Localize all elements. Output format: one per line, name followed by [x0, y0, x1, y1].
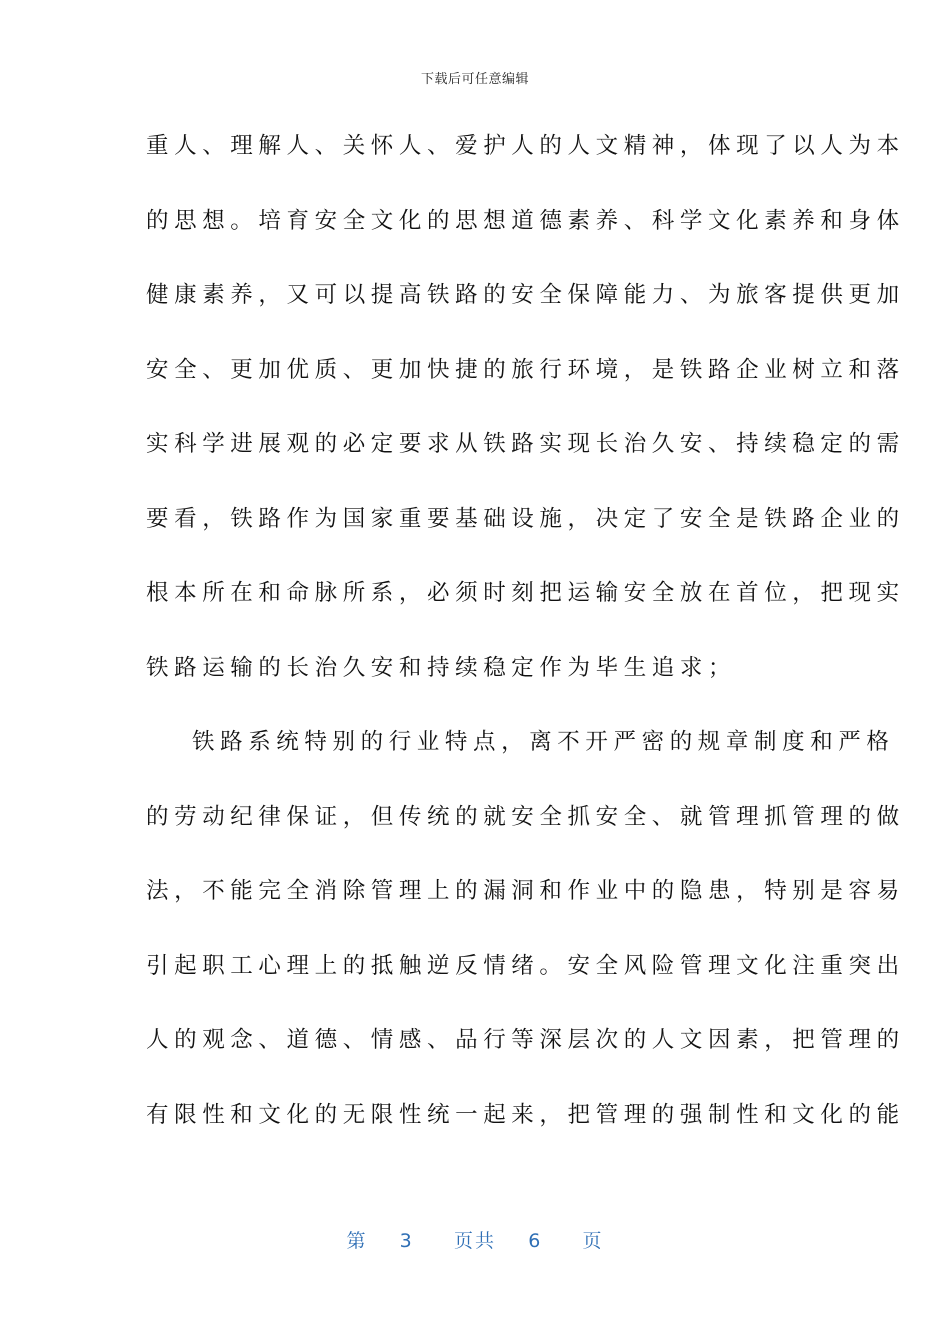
- body-line: 重人、理解人、关怀人、爱护人的人文精神，体现了以人为本: [146, 133, 905, 159]
- body-line: 有限性和文化的无限性统一起来，把管理的强制性和文化的能: [146, 1101, 905, 1128]
- body-line: 实科学进展观的必定要求从铁路实现长治久安、持续稳定的需: [146, 431, 905, 457]
- body-line: 引起职工心理上的抵触逆反情绪。安全风险管理文化注重突出: [146, 952, 905, 979]
- page-label-suffix: 页: [582, 1230, 604, 1252]
- page-label-prefix: 第: [346, 1230, 368, 1252]
- body-line: 法，不能完全消除管理上的漏洞和作业中的隐患，特别是容易: [146, 878, 905, 904]
- total-page-count: 6: [528, 1230, 543, 1252]
- body-line: 要看，铁路作为国家重要基础设施，决定了安全是铁路企业的: [146, 505, 905, 532]
- paragraph-start-line: 铁路系统特别的行业特点，离不开严密的规章制度和严格: [192, 729, 895, 755]
- body-line: 的思想。培育安全文化的思想道德素养、科学文化素养和身体: [146, 207, 905, 234]
- page-header-note: 下载后可任意编辑: [420, 72, 529, 87]
- body-line: 的劳动纪律保证，但传统的就安全抓安全、就管理抓管理的做: [146, 803, 905, 830]
- body-line: 人的观念、道德、情感、品行等深层次的人文因素，把管理的: [146, 1027, 905, 1053]
- page-label-mid: 页共: [453, 1230, 496, 1252]
- page-footer: [0, 1226, 950, 1253]
- body-line: 安全、更加优质、更加快捷的旅行环境，是铁路企业树立和落: [146, 356, 905, 383]
- document-body: [146, 126, 905, 1169]
- current-page-number: 3: [399, 1230, 414, 1252]
- body-line: 健康素养，又可以提高铁路的安全保障能力、为旅客提供更加: [146, 282, 905, 308]
- body-line: 根本所在和命脉所系，必须时刻把运输安全放在首位，把现实: [146, 580, 905, 606]
- body-line: 铁路运输的长治久安和持续稳定作为毕生追求；: [146, 654, 737, 681]
